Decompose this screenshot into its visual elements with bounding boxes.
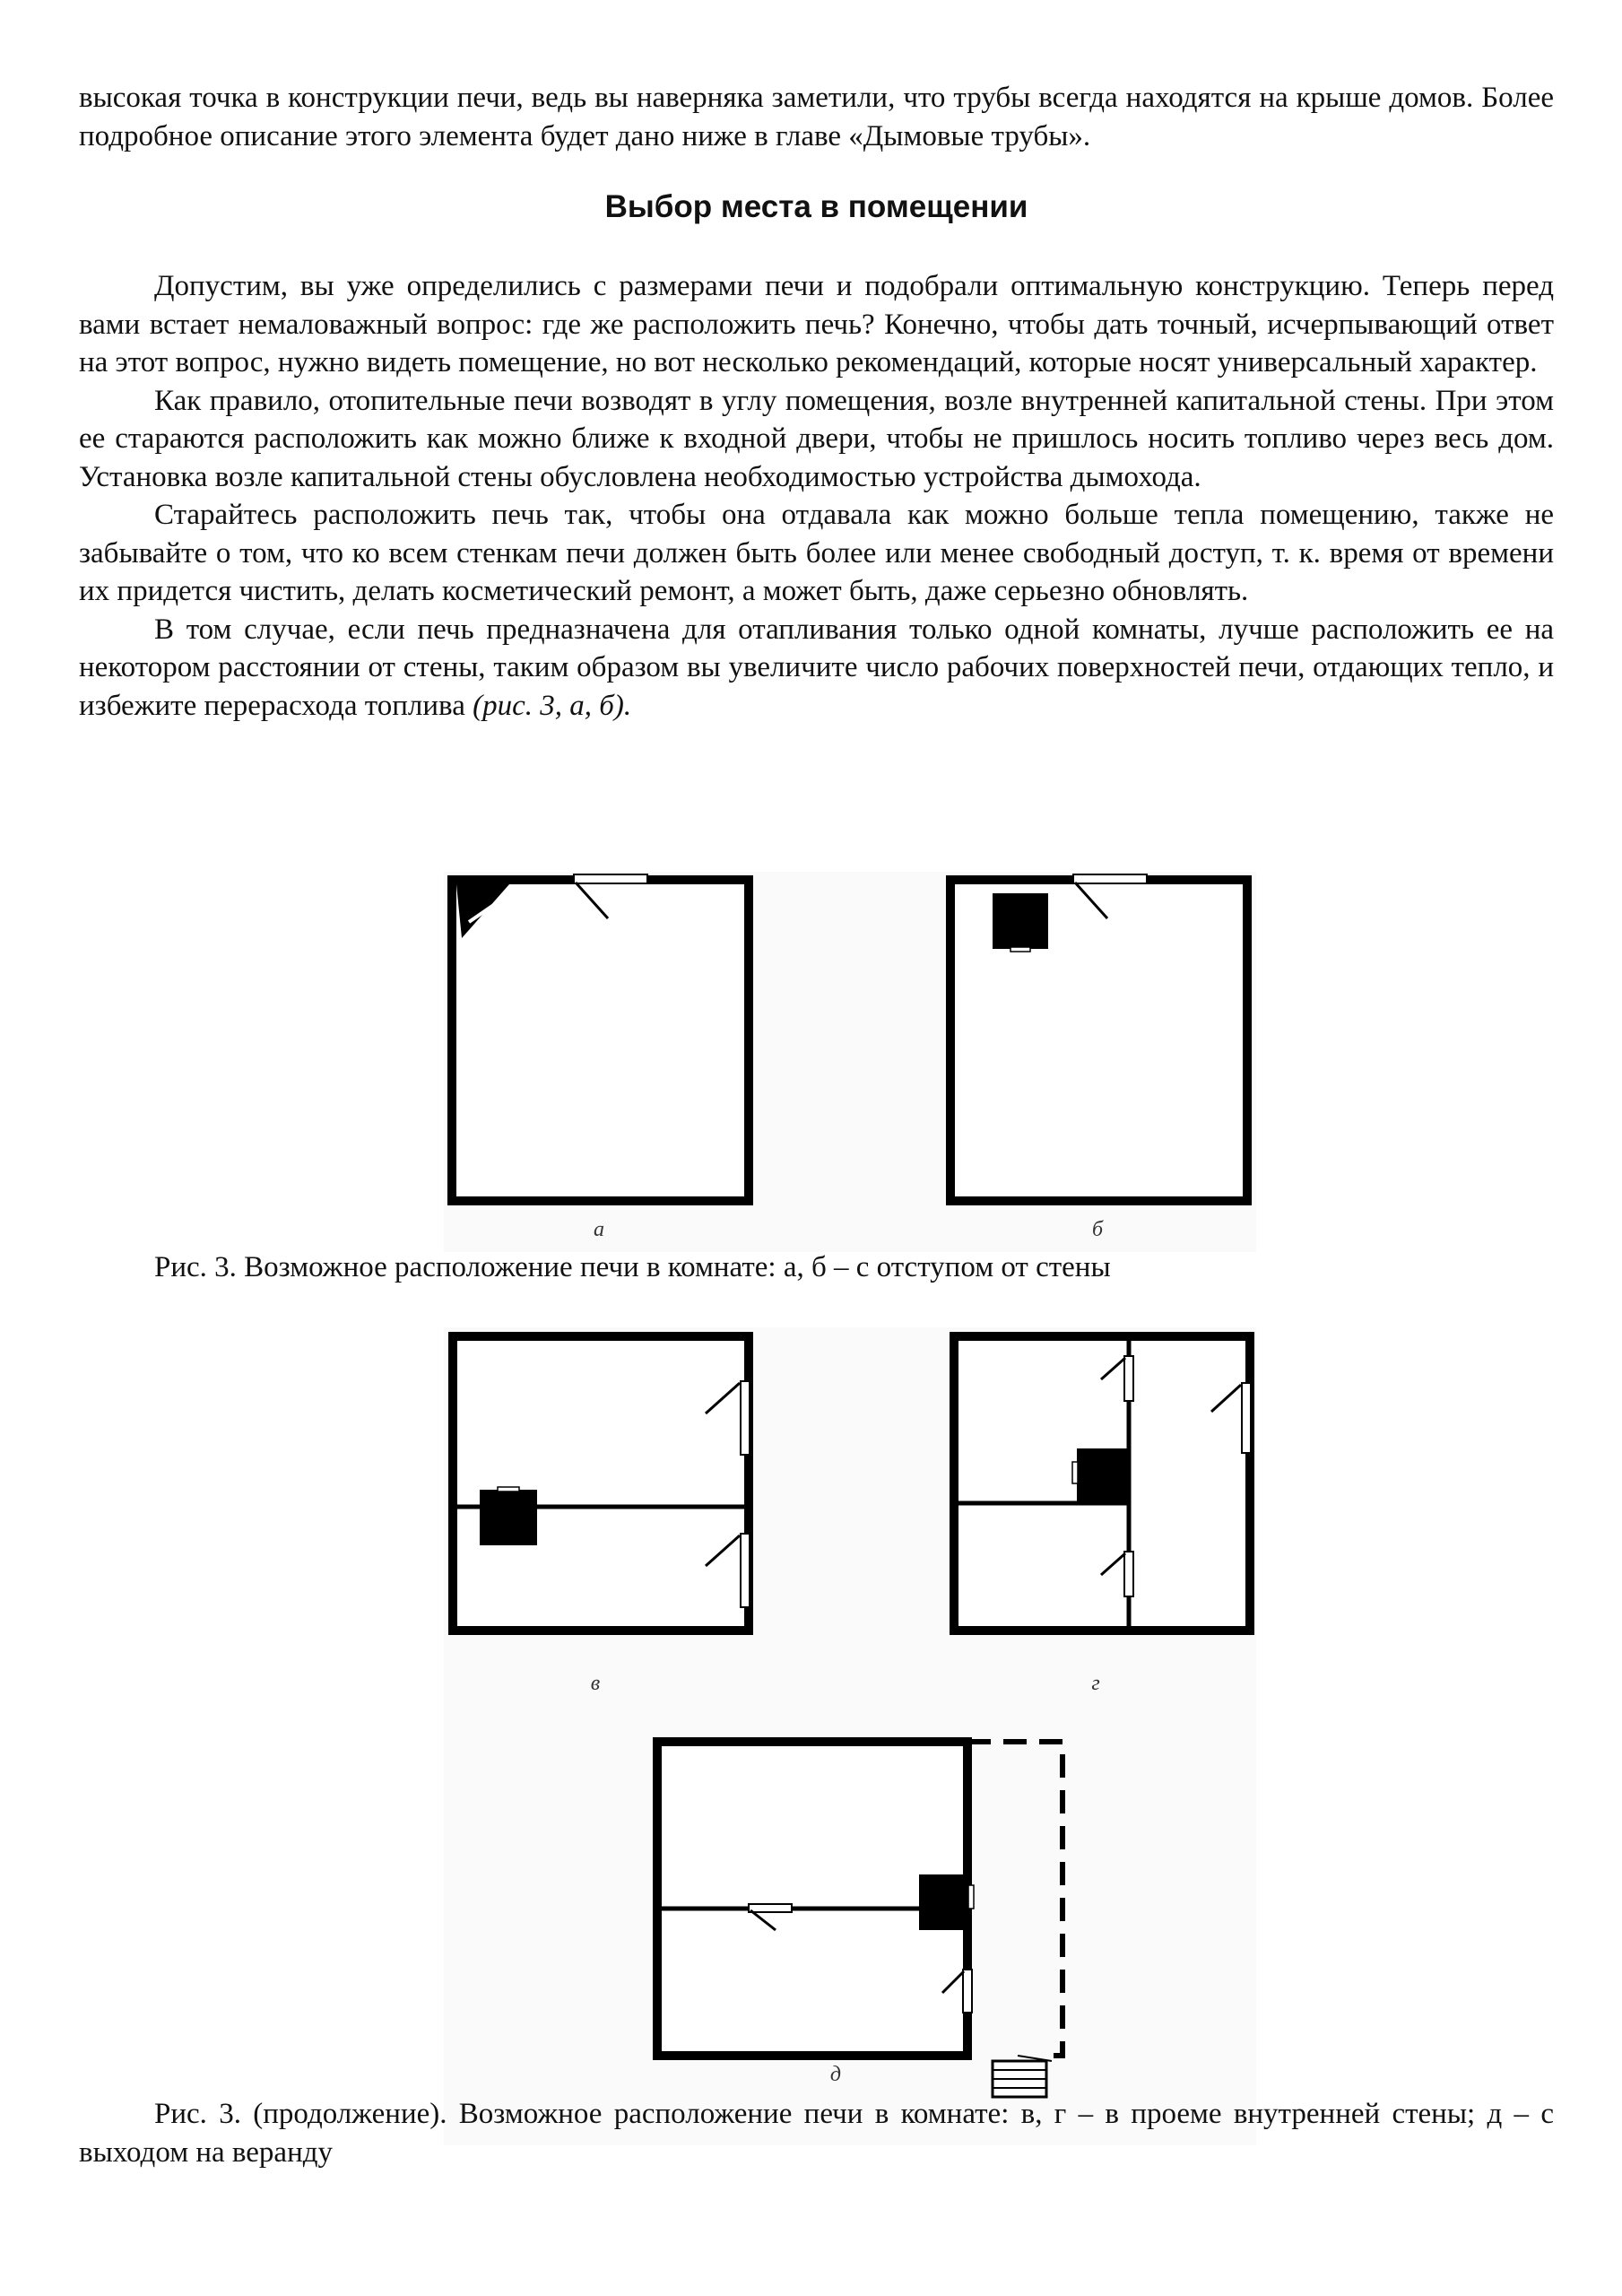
figure-2-caption-text: Рис. 3. (продолжение). Возможное расположение печи в комнате: в, г – в проеме внутренней стены; д – с выходом на веранду [79, 2098, 1554, 2169]
figure-2-label-v: в [590, 1672, 601, 1695]
plan-a [452, 874, 749, 1201]
plan-d [657, 1742, 1063, 2097]
paragraph-4-text: В том случае, если печь предназначена для отапливания только одной комнаты, лучше расположить ее на некотором расстоянии от стены, таким образом вы увеличите число рабочих поверхностей печи, отдающих тепло, и избежите перерасхода топлива [79, 613, 1554, 722]
veranda-steps [993, 2056, 1052, 2097]
figure-1-caption [79, 1248, 1554, 1287]
figure-2-drawing [444, 1327, 1256, 2145]
figure-2-label-g: г [1091, 1672, 1100, 1695]
plan-b [950, 874, 1247, 1201]
plan-v [453, 1336, 750, 1631]
intro-paragraph: высокая точка в конструкции печи, ведь вы наверняка заметили, что трубы всегда находятся на крыше домов. Более подробное описание этого элемента будет дано ниже в главе «Дымовые трубы». [79, 82, 1554, 152]
figure-2-label-d: д [829, 2063, 842, 2086]
paragraph-2: Как правило, отопительные печи возводят в углу помещения, возле внутренней капитальной стены. При этом ее стараются расположить как можно ближе к входной двери, чтобы не пришлось носить топливо через весь дом. Установка возле капитальной стены обусловлена необходимостью устройства дымохода. [79, 384, 1554, 493]
paragraph-4 [79, 611, 1554, 726]
body-text [79, 267, 1554, 725]
figure-1-label-a: а [594, 1218, 604, 1241]
intro-text [79, 79, 1554, 155]
figure-1-label-b: б [1091, 1218, 1104, 1241]
paragraph-1: Допустим, вы уже определились с размерами печи и подобрали оптимальную конструкцию. Теперь перед вами встает немаловажный вопрос: где же расположить печь? Конечно, чтобы дать точный, исчерпывающий ответ на этот вопрос, нужно видеть помещение, но вот несколько рекомендаций, которые носят универсальный характер. [79, 270, 1554, 378]
plan-g [954, 1336, 1251, 1631]
figure-2-caption [79, 2095, 1554, 2171]
figure-1 [444, 872, 1256, 1252]
paragraph-3: Старайтесь расположить печь так, чтобы она отдавала как можно больше тепла помещению, также не забывайте о том, что ко всем стенкам печи должен быть более или менее свободный доступ, т. к. время от времени их придется чистить, делать косметический ремонт, а может быть, даже серьезно обновлять. [79, 499, 1554, 607]
figure-1-drawing [444, 872, 1256, 1252]
figure-reference: (рис. 3, а, б). [473, 689, 632, 722]
figure-1-caption-text: Рис. 3. Возможное расположение печи в комнате: а, б – с отступом от стены [154, 1251, 1111, 1283]
figure-2 [444, 1327, 1256, 2145]
section-heading: Выбор места в помещении [604, 189, 1028, 224]
